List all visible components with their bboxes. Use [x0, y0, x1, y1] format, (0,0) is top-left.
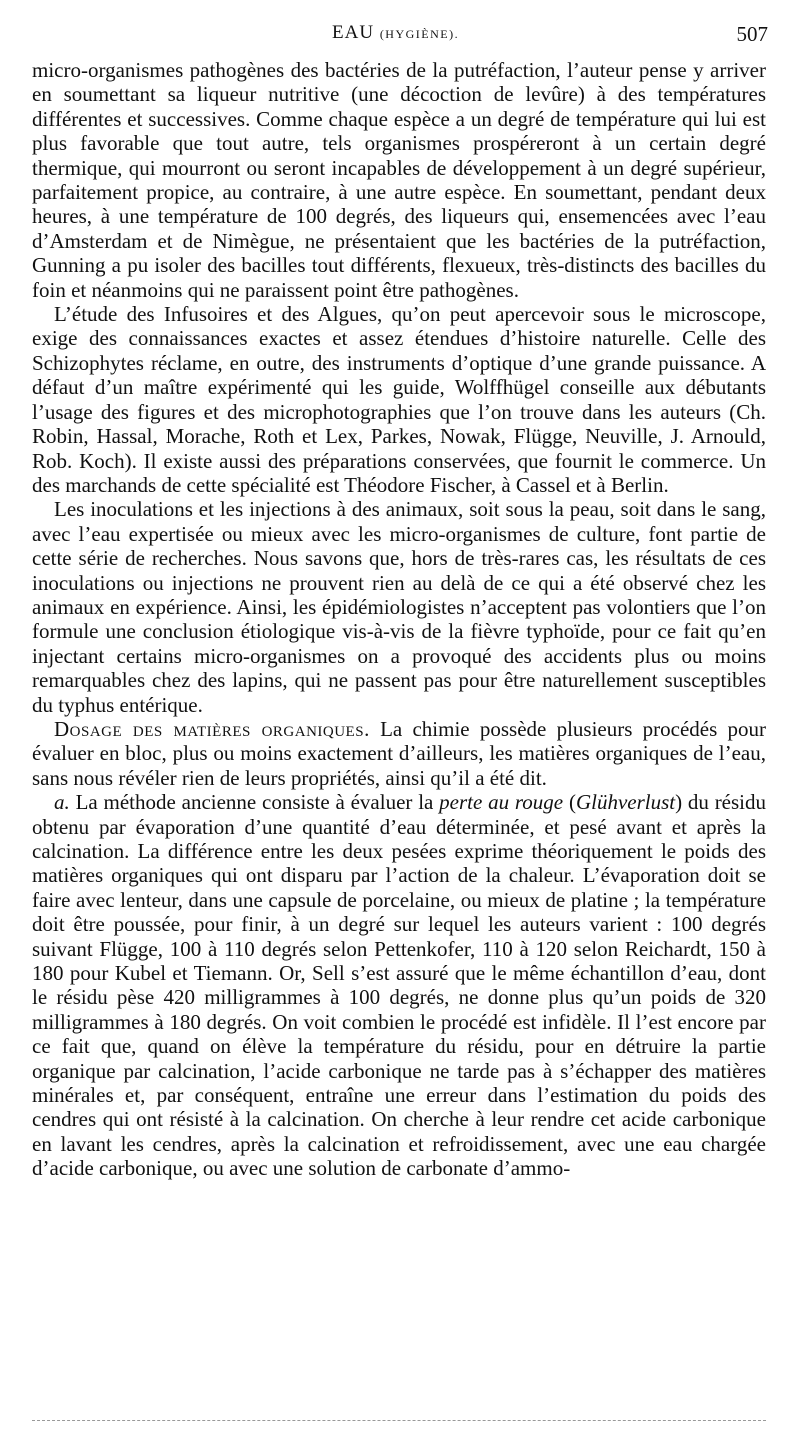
- paragraph-3: Les inoculations et les injections à des animaux, soit sous la peau, soit dans le sang, avec l’eau expertisée ou mieux avec les micro-organismes de culture, font partie de cette série de recherches. Nous savons que, hors de très-rares cas, les résultats de ces inoculations ou injections ne prouvent rien au delà de ce qui a été observé chez les animaux en expérience. Ainsi, les épidémiologistes n’acceptent pas volontiers que l’on formule une conclusion étiologique vis-à-vis de la fièvre typhoïde, pour ce fait qu’en injectant certains micro-organismes on a provoqué des accidents plus ou moins remarquables chez des lapins, qui ne passent pas pour être naturellement susceptibles du typhus entérique.: [32, 497, 766, 717]
- paragraph-5-text-b: du résidu obtenu par évaporation d’une quantité d’eau déterminée, et pesé avant et après la calcination. La différence entre les deux pesées exprime théoriquement le poids des matières organiques qui ont disparu par l’action de la chaleur. L’évaporation doit se faire avec lenteur, dans une capsule de porcelaine, ou mieux de platine ; la température doit être poussée, pour finir, à un degré sur lequel les auteurs varient : 100 degrés suivant Flügge, 100 à 110 degrés selon Pettenkofer, 110 à 120 selon Reichardt, 150 à 180 pour Kubel et Tiemann. Or, Sell s’est assuré que le même échantillon d’eau, dont le résidu pèse 420 milligrammes à 100 degrés, ne donne plus qu’un poids de 320 milligrammes à 180 degrés. On voit combien le procédé est infidèle. Il l’est encore par ce fait que, quand on élève la température du résidu, pour en détruire la partie organique par calcination, l’acide carbonique ne tarde pas à s’échapper des matières minérales et, par conséquent, entraîne une erreur dans l’estimation du poids des cendres qui ont résisté à la calcination. On cherche à leur rendre cet acide carbonique en lavant les cendres, après la calcination et refroidissement, avec une eau chargée d’acide carbonique, ou avec une solution de carbonate d’ammo-: [32, 790, 767, 1181]
- term-perte-au-rouge: perte au rouge: [439, 790, 564, 815]
- running-title-subtitle: (HYGIÈNE).: [379, 27, 460, 41]
- paragraph-5: a. La méthode ancienne consiste à évaluer la perte au rouge (Glühverlust) du résidu obtenu par évaporation d’une quantité d’eau déterminée, et pesé avant et après la calcination. La différence entre les deux pesées exprime théoriquement le poids des matières organiques qui ont disparu par l’action de la chaleur. L’évaporation doit se faire avec lenteur, dans une capsule de porcelaine, ou mieux de platine ; la température doit être poussée, pour finir, à un degré sur lequel les auteurs varient : 100 degrés suivant Flügge, 100 à 110 degrés selon Pettenkofer, 110 à 120 selon Reichardt, 150 à 180 pour Kubel et Tiemann. Or, Sell s’est assuré que le même échantillon d’eau, dont le résidu pèse 420 milligrammes à 100 degrés, ne donne plus qu’un poids de 320 milligrammes à 180 degrés. On voit combien le procédé est infidèle. Il l’est encore par ce fait que, quand on élève la température du résidu, pour en détruire la partie organique par calcination, l’acide carbonique ne tarde pas à s’échapper des matières minérales et, par conséquent, entraîne une erreur dans l’estimation du poids des cendres qui ont résisté à la calcination. On cherche à leur rendre cet acide carbonique en lavant les cendres, après la calcination et refroidissement, avec une eau chargée d’acide carbonique, ou avec une solution de carbonate d’ammo-: [32, 790, 767, 1181]
- section-heading: Dosage des matières organiques.: [54, 716, 370, 741]
- page-number: 507: [736, 22, 768, 46]
- body-text: [32, 58, 766, 1181]
- page-header: [0, 22, 800, 52]
- running-title-main: EAU: [332, 22, 375, 43]
- running-title: [332, 22, 459, 44]
- paragraph-4-text: La chimie possède plusieurs procédés pour évaluer en bloc, plus ou moins exactement d’ailleurs, les matières organiques de l’eau, sans nous révéler rien de leurs propriétés, ainsi qu’il a été dit.: [32, 716, 767, 790]
- item-label: a.: [54, 790, 70, 815]
- paragraph-4: [32, 717, 766, 790]
- term-gluhverlust: Glühverlust: [575, 790, 676, 815]
- paragraph-1: micro-organismes pathogènes des bactéries de la putréfaction, l’auteur pense y arriver en soumettant sa liqueur nutritive (une décoction de levûre) à des températures différentes et successives. Comme chaque espèce a un degré de température qui lui est plus favorable que tout autre, tels organismes prospéreront à un certain degré thermique, qui mourront ou seront incapables de développement à un degré supérieur, parfaitement propice, au contraire, à une autre espèce. En soumettant, pendant deux heures, à une température de 100 degrés, des liqueurs qui, ensemencées avec l’eau d’Amsterdam et de Nimègue, ne présentaient que les bactéries de la putréfaction, Gunning a pu isoler des bacilles tout différents, flexueux, très-distincts des bacilles du foin et néanmoins qui ne paraissent point être pathogènes.: [32, 58, 766, 302]
- paragraph-5-text-a: La méthode ancienne consiste à évaluer la: [75, 790, 434, 815]
- footer-divider: [32, 1412, 766, 1421]
- paragraph-2: L’étude des Infusoires et des Algues, qu’on peut apercevoir sous le microscope, exige des connaissances exactes et assez étendues d’histoire naturelle. Celle des Schizophytes réclame, en outre, des instruments d’optique d’une grande puissance. A défaut d’un maître expérimenté qui les guide, Wolffhügel conseille aux débutants l’usage des figures et des microphotographies que l’on trouve dans les auteurs (Ch. Robin, Hassal, Morache, Roth et Lex, Parkes, Nowak, Flügge, Neuville, J. Arnould, Rob. Koch). Il existe aussi des préparations conservées, que fournit le commerce. Un des marchands de cette spécialité est Théodore Fischer, à Cassel et à Berlin.: [32, 302, 766, 497]
